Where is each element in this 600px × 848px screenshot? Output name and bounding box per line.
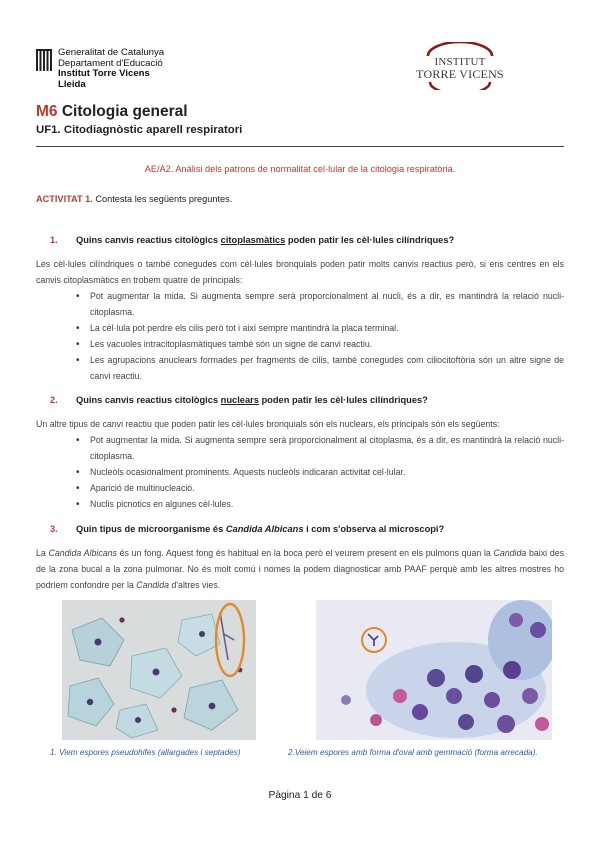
question-number: 3. [50,524,58,534]
module-title [36,103,188,121]
answer-2-intro: Un altre tipus de canvi reactiu que poden patir les cèl·lules bronquials són els nuclears, els principals són els següents: [36,419,500,429]
answer-3-text [36,546,564,594]
gencat-line: Institut Torre Vicens [58,68,150,80]
question-text: Quin tipus de microorganisme és [76,524,226,534]
question-3 [50,524,444,534]
school-logo [412,42,508,90]
question-text: Quins canvis reactius citològics [76,395,221,405]
answer-text: és un fong. Aquest fong és habitual en la boca però el veurem present en els pulmons quan la [116,548,494,558]
list-item: • La cèl·lula pot perdre els cilis però tot i així sempre mantindrà la placa terminal. [76,321,564,337]
question-text: poden patir les cèl·lules cilíndriques? [285,235,455,245]
micrograph-1 [62,600,256,740]
answer-text: d'altres vies. [169,579,221,590]
list-item: • Nuclis picnotics en algunes cèl·lules. [76,497,564,513]
page-number: Pàgina 1 de 6 [268,790,332,801]
answer-1-intro: Les cèl·lules cilíndriques o també conegudes com cèl·lules bronquials poden patir molts canvis reactius però, si ens centres en els canvis citoplasmàtics en trobem quatre de principals: [36,259,564,285]
activity-text: Contesta les següents preguntes. [95,194,233,204]
question-2 [50,395,428,405]
ae-heading: AE/A2. Anàlisi dels patrons de normalitat cel·lular de la citologia respiratòria. [144,164,456,174]
answer-text: La [36,548,49,558]
activity-label: ACTIVITAT 1. [36,194,93,204]
gencat-text [58,48,164,90]
gencat-header [36,48,164,90]
answer-term: Candida [136,579,170,590]
answer-2-list [76,433,564,513]
micrograph-2-image [316,600,552,740]
school-logo-line2: TORRE VICENS [416,67,504,81]
list-item: • Pot augmentar la mida. Si augmenta sempre serà proporcionalment al nucli, és a dir, es mantindrà la relació nucli-citoplasma. [76,289,564,321]
divider [36,146,564,147]
question-number: 2. [50,395,58,405]
answer-text: baixi des de la zona bucal a la zona pulmonar. No és molt comú i nomes la podem diagnosticar amb PAAF perquè amb les altres mostres ho podriem confondre per la [36,548,565,590]
question-text: Quins canvis reactius citològics [76,235,221,245]
question-1 [50,235,454,245]
module-name: Citologia general [61,103,188,120]
question-keyword: nuclears [220,395,259,405]
answer-term: Candida [493,548,527,558]
gencat-line: Lleida [58,78,86,90]
activity-line [36,194,232,204]
question-text: i com s'observa al microscopi? [303,524,445,534]
figure-caption-1: 1. Viem espores pseudohifes (allargades i septades) [50,748,241,757]
question-keyword: citoplasmàtics [220,235,286,245]
list-item: • Aparició de multinucleació. [76,481,564,497]
micrograph-2 [316,600,552,740]
question-keyword: Candida Albicans [225,524,304,534]
list-item: • Pot augmentar la mida. Si augmenta sempre serà proporcionalment al citoplasma, és a dir, es mantindrà la relació nucli-citoplasma. [76,433,564,465]
list-item: • Nucleòls ocasionalment prominents. Aquests nucleòls indicaran activitat cel·lular. [76,465,564,481]
question-text: poden patir les cèl·lules cilíndriques? [258,395,428,405]
module-code: M6 [36,103,58,120]
question-number: 1. [50,235,58,245]
school-logo-line1: INSTITUT [434,56,486,68]
list-item: • Les vacuoles intracitoplasmàtiques també són un signe de canvi reactiu. [76,337,564,353]
answer-1-list [76,289,564,384]
list-item: • Les agrupacions anuclears formades per fragments de cilis, també conegudes com ciliocitoftòria són un altre signe de canvi reactiu. [76,353,564,385]
gencat-line: Generalitat de Catalunya [58,47,165,58]
figure-caption-2: 2.Veiem espores amb forma d'oval amb gemmació (forma arrecada). [288,748,538,757]
gencat-line: Departament d'Educació [58,57,163,69]
micrograph-1-image [62,600,256,740]
gencat-logo-icon [36,49,52,71]
answer-term: Candida Albicans [48,548,117,558]
uf-title: UF1. Citodiagnòstic aparell respiratori [36,124,243,136]
